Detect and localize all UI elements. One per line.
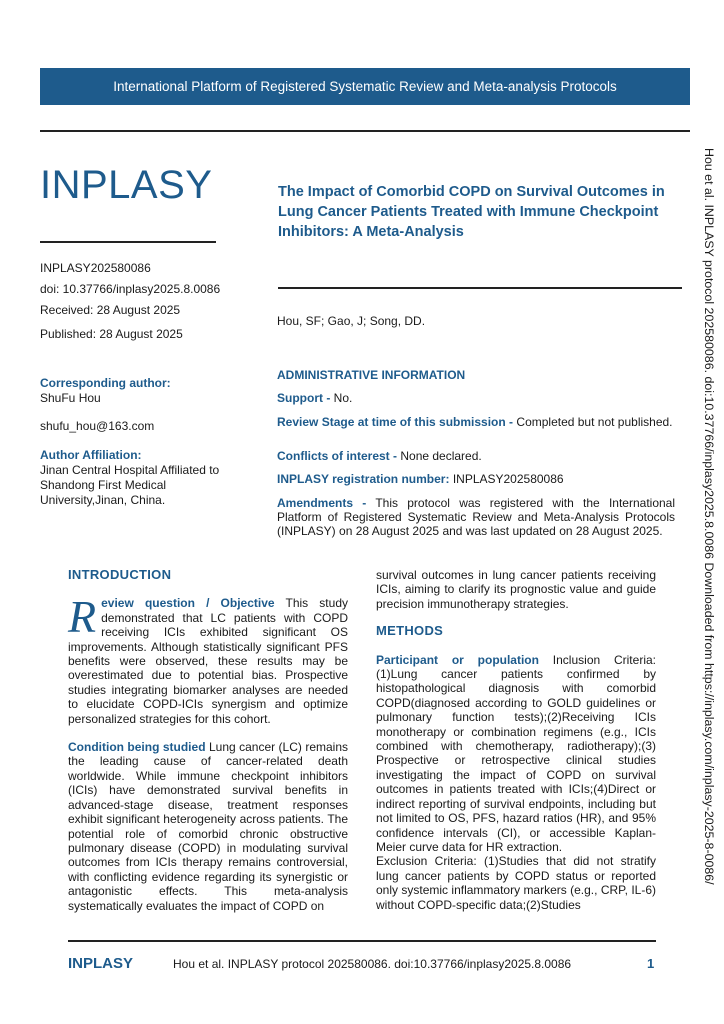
conflicts-label: Conflicts of interest - (277, 449, 398, 463)
logo-divider (40, 241, 216, 243)
page-number: 1 (647, 956, 655, 971)
admin-registration-number (277, 472, 675, 486)
title-divider (278, 287, 682, 289)
corresponding-author-block (40, 376, 250, 406)
admin-heading (277, 368, 675, 382)
participants-paragraph (376, 653, 656, 855)
review-stage-value: Completed but not published. (513, 415, 673, 429)
paper-title: The Impact of Comorbid COPD on Survival Outcomes in Lung Cancer Patients Treated with Immune Checkpoint Inhibitors: A Meta-Analysis (278, 184, 665, 240)
conflicts-value: None declared. (397, 449, 482, 463)
side-citation-text[interactable]: Hou et al. INPLASY protocol 202580086. doi:10.37766/inplasy2025.8.0086 Downloaded from https://inplasy.com/inplasy-2025-8-0086/ (702, 148, 716, 885)
registration-number-label: INPLASY registration number: (277, 472, 450, 486)
review-question-paragraph (68, 591, 348, 726)
side-citation (698, 148, 718, 908)
received-date: Received: 28 August 2025 (40, 303, 181, 317)
header-banner: International Platform of Registered Systematic Review and Meta-analysis Protocols (40, 68, 690, 105)
participants-label: Participant or population (376, 652, 539, 667)
condition-continued: survival outcomes in lung cancer patients receiving ICIs, aiming to clarify its prognostic value and guide precision immunotherapy strategies. (376, 568, 656, 611)
inplasy-logo: INPLASY (40, 163, 213, 207)
introduction-heading: INTRODUCTION (68, 567, 172, 582)
header-divider (40, 130, 690, 132)
affiliation-label: Author Affiliation: (40, 448, 142, 462)
participants-text: Inclusion Criteria: (1)Lung cancer patients confirmed by histopathological diagnosis with comorbid COPD(diagnosed according to GOLD guidelines or pulmonary function tests);(2)Receiving ICIs monotherapy or combination regimens (e.g., ICIs combined with chemotherapy, radiotherapy);(3) Prospective or retrospective clinical studies investigating the impact of COPD on survival outcomes in patients treated with ICIs;(4)Direct or indirect reporting of survival endpoints, including but not limited to OS, PFS, hazard ratios (HR), and 95% confidence intervals (CI), or accessible Kaplan-Meier curve data for HR extraction. (376, 652, 656, 854)
review-stage-label: Review Stage at time of this submission - (277, 415, 514, 429)
footer-divider (68, 940, 656, 942)
affiliation-block (40, 448, 235, 508)
registration-id: INPLASY202580086 (40, 261, 151, 275)
condition-label: Condition being studied (68, 740, 206, 755)
introduction-column (68, 568, 348, 913)
support-label: Support - (277, 391, 331, 405)
corresponding-email[interactable]: shufu_hou@163.com (40, 419, 155, 433)
amendments-label: Amendments - (277, 496, 367, 510)
admin-support (277, 391, 675, 405)
support-value: No. (330, 391, 353, 405)
amendments-value: This protocol was registered with the International Platform of Registered Systematic Review and Meta-Analysis Protocols (INPLASY) on 28 August 2025 and was last updated on 28 August 2025. (277, 496, 675, 538)
admin-review-stage (277, 415, 675, 429)
methods-heading: METHODS (376, 623, 444, 639)
exclusion-paragraph: Exclusion Criteria: (1)Studies that did not stratify lung cancer patients by COPD status or reported only systemic inflammatory markers (e.g., CRP, IL-6) without COPD-specific data;(2)Studies (376, 854, 656, 912)
corresponding-author-label: Corresponding author: (40, 376, 171, 390)
right-column (376, 568, 656, 912)
registration-number-value: INPLASY202580086 (449, 472, 564, 486)
review-question-label: eview question / Objective (101, 596, 275, 611)
admin-conflicts (277, 449, 675, 463)
drop-cap: R (68, 591, 97, 643)
affiliation-text: Jinan Central Hospital Affiliated to Shandong First Medical University,Jinan, China. (40, 463, 220, 507)
admin-amendments (277, 496, 675, 538)
review-question-text: This study demonstrated that LC patients with COPD receiving ICIs exhibited significant OS improvements. Although statistically significant PFS benefits were observed, these results may be overestimated due to potential bias. Prospective studies integrating biomarker analyses are needed to elucidate COPD-ICIs synergism and optimize personalized strategies for this cohort. (68, 596, 348, 726)
admin-heading-text: ADMINISTRATIVE INFORMATION (277, 368, 466, 382)
footer-logo: INPLASY (68, 955, 134, 972)
condition-paragraph (68, 740, 348, 913)
condition-text: Lung cancer (LC) remains the leading cause of cancer-related death worldwide. While immune checkpoint inhibitors (ICIs) have demonstrated survival benefits in advanced-stage disease, treatment responses exhibit significant heterogeneity across patients. The potential role of comorbid chronic obstructive pulmonary disease (COPD) in modulating survival outcomes from ICIs therapy remains controversial, with conflicting evidence regarding its synergistic or antagonistic effects. This meta-analysis systematically evaluates the impact of COPD on (68, 740, 348, 913)
published-date: Published: 28 August 2025 (40, 327, 183, 341)
corresponding-author-name: ShuFu Hou (40, 391, 101, 405)
doi[interactable]: doi: 10.37766/inplasy2025.8.0086 (40, 282, 221, 296)
footer-citation: Hou et al. INPLASY protocol 202580086. doi:10.37766/inplasy2025.8.0086 (173, 957, 572, 971)
authors: Hou, SF; Gao, J; Song, DD. (277, 314, 426, 328)
